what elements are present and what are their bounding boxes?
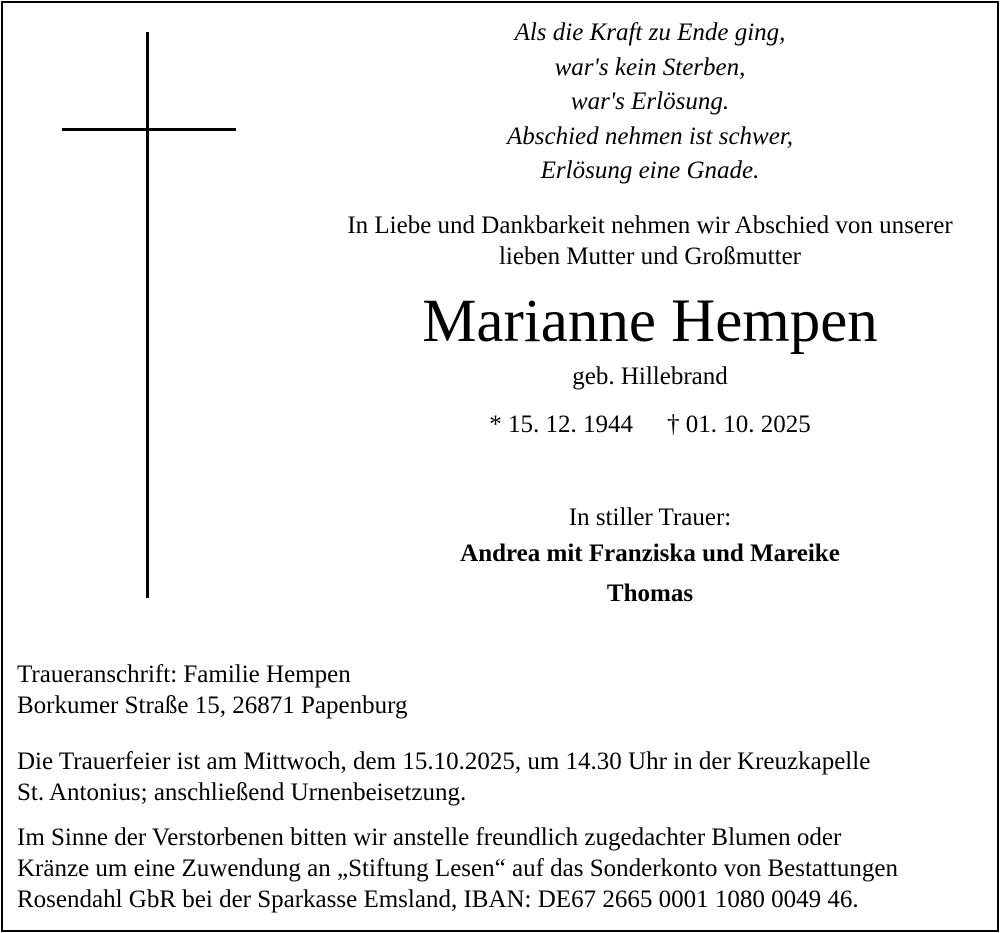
birth-date: * 15. 12. 1944 xyxy=(489,411,633,438)
poem-line: war's Erlösung. xyxy=(570,88,730,115)
donation-info xyxy=(17,822,989,915)
life-dates xyxy=(300,410,1000,440)
intro-line: lieben Mutter und Großmutter xyxy=(498,243,801,270)
ceremony-line: Die Trauerfeier ist am Mittwoch, dem 15.10.2025, um 14.30 Uhr in der Kreuzkapelle xyxy=(17,748,871,775)
ceremony-info xyxy=(17,746,989,808)
intro-line: In Liebe und Dankbarkeit nehmen wir Abschied von unserer xyxy=(347,212,953,239)
intro-text xyxy=(300,210,1000,272)
ceremony-line: St. Antonius; anschließend Urnenbeisetzung. xyxy=(17,779,467,806)
cross-vertical-bar xyxy=(146,32,149,598)
poem xyxy=(300,16,1000,189)
deceased-name: Marianne Hempen xyxy=(422,288,878,355)
poem-line: war's kein Sterben, xyxy=(554,53,746,81)
mourners-line-1: Andrea mit Franziska und Mareike xyxy=(460,540,840,567)
mourning-heading: In stiller Trauer: xyxy=(568,504,732,531)
poem-line: Erlösung eine Gnade. xyxy=(540,157,760,184)
address-line: Borkumer Straße 15, 26871 Papenburg xyxy=(17,692,408,719)
mourning-address xyxy=(17,659,989,721)
death-date: † 01. 10. 2025 xyxy=(667,411,811,438)
poem-line: Abschied nehmen ist schwer, xyxy=(506,122,794,150)
mourners-line-2: Thomas xyxy=(606,580,694,607)
cross-horizontal-bar xyxy=(62,128,236,131)
donation-line: Im Sinne der Verstorbenen bitten wir anstelle freundlich zugedachter Blumen oder xyxy=(17,824,842,851)
donation-line: Kränze um eine Zuwendung an „Stiftung Lesen“ auf das Sonderkonto von Bestattungen xyxy=(17,855,899,882)
poem-line: Als die Kraft zu Ende ging, xyxy=(514,19,786,46)
birth-name: geb. Hillebrand xyxy=(572,363,728,390)
donation-line: Rosendahl GbR bei der Sparkasse Emsland, IBAN: DE67 2665 0001 1080 0049 46. xyxy=(17,886,859,913)
address-line: Traueranschrift: Familie Hempen xyxy=(17,661,351,688)
